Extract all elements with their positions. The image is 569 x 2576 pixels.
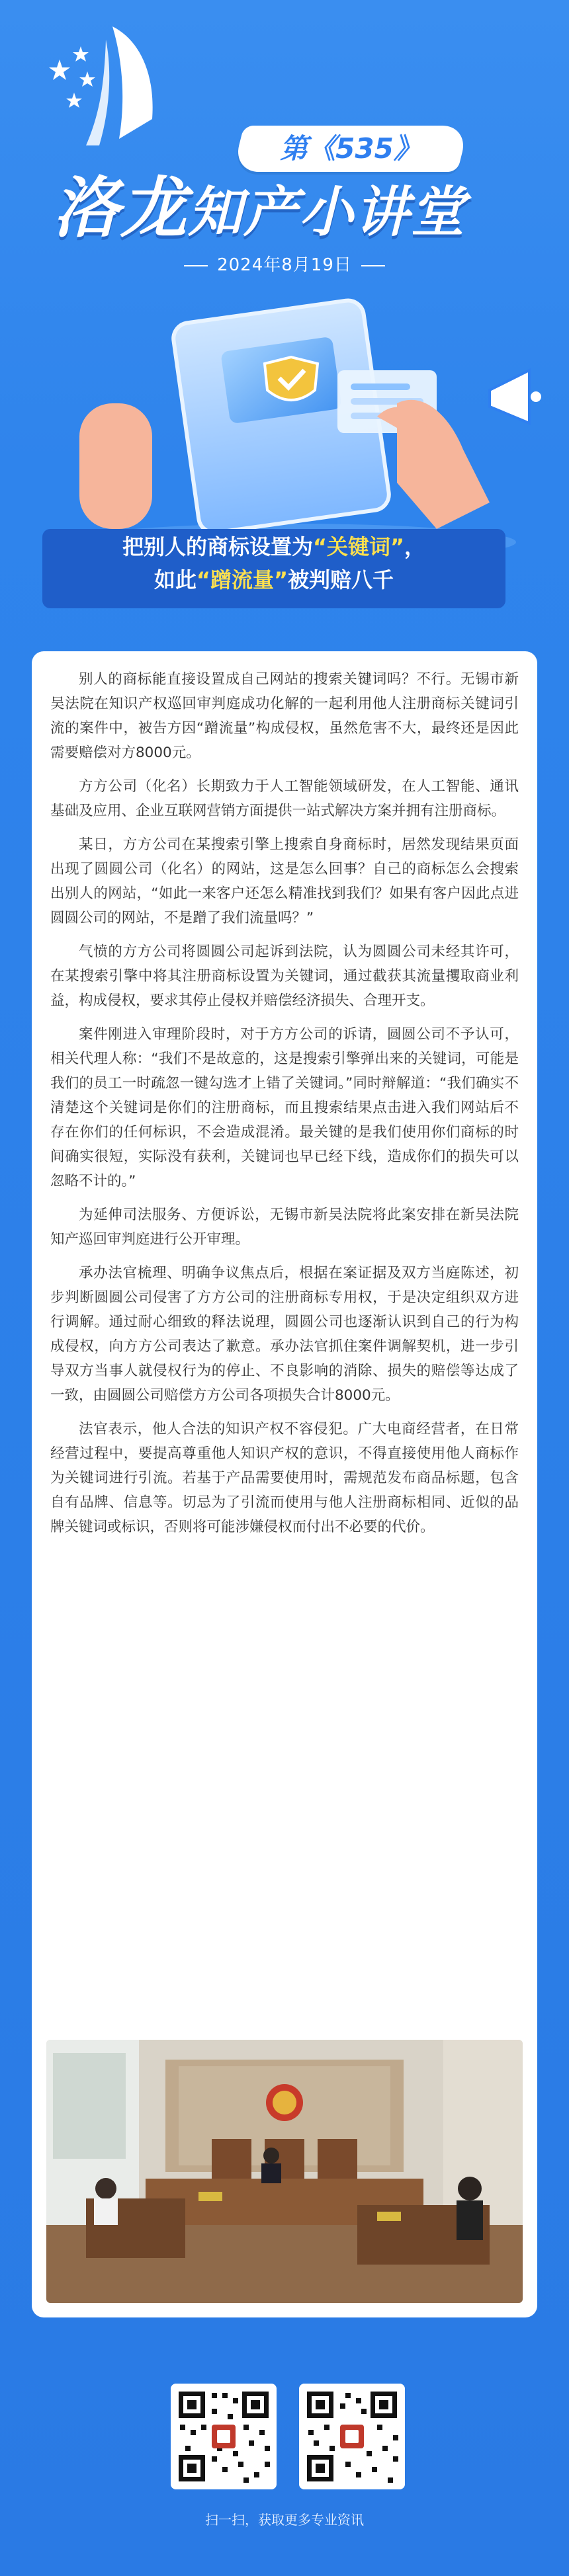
headline-keyword-highlight: “关键词” — [312, 534, 405, 559]
article-card — [32, 651, 537, 2317]
paragraph: 承办法官梳理、明确争议焦点后，根据在案证据及双方当庭陈述，初步判断圆圆公司侵害了方方公司的注册商标专用权，于是决定组织双方进行调解。通过耐心细致的释法说理，圆圆公司也逐渐认识到自己的行为构成侵权，向方方公司表达了歉意。承办法官抓住案件调解契机，进一步引导双方当事人就侵权行为的停止、不良影响的消除、损失的赔偿等达成了一致，由圆圆公司赔偿方方公司各项损失合计8000元。 — [50, 1265, 519, 1404]
paragraph: 法官表示，他人合法的知识产权不容侵犯。广大电商经营者，在日常经营过程中，要提高尊重他人知识产权的意识，不得直接使用他人商标作为关键词进行引流。若基于产品需要使用时，需规范发布商品标题，包含自有品牌、信息等。切忌为了引流而使用与他人注册商标相同、近似的品牌关键词或标识，否则将可能涉嫌侵权而付出不必要的代价。 — [50, 1421, 519, 1535]
headline-line-1-suffix: ， — [404, 534, 426, 559]
scan-hint: 扫一扫，获取更多专业资讯 — [205, 2512, 364, 2528]
paragraph: 别人的商标能直接设置成自己网站的搜索关键词吗？不行。无锡市新吴法院在知识产权巡回审判庭成功化解的一起利用他人注册商标关键词引流的案件中，被告方因“蹭流量”构成侵权，虽然危害不大，最终还是因此需要赔偿对方8000元。 — [50, 671, 519, 761]
headline-line-2-suffix: 被判赔八千 — [288, 567, 394, 592]
headline-line-1-prefix: 把别人的商标设置为 — [122, 534, 313, 559]
brand-title-main: 洛龙 — [53, 169, 188, 247]
paragraph: 案件刚进入审理阶段时，对于方方公司的诉请，圆圆公司不予认可，相关代理人称：“我们不是故意的，这是搜索引擎弹出来的关键词，可能是我们的员工一时疏忽一键勾选才上错了关键词。”同时辩解道：“我们确实不清楚这个关键词是你们的注册商标，而且搜索结果点击进入我们网站后不存在你们的任何标识，不会造成混淆。最关键的是我们使用你们商标的时间确实很短，实际没有获利，关键词也早已经下线，造成你们的损失可以忽略不计的。” — [50, 1026, 519, 1189]
phone-keyword-illustration — [26, 284, 556, 562]
courtroom-photo — [46, 2040, 523, 2303]
publish-date: 2024年8月19日 — [0, 251, 569, 276]
brand-title — [53, 169, 556, 248]
qr-code-wechat[interactable] — [171, 2384, 277, 2489]
paragraph: 某日，方方公司在某搜索引擎上搜索自身商标时，居然发现结果页面出现了圆圆公司（化名）的网站，这是怎么回事？自己的商标怎么会搜索出别人的网站，“如此一来客户还怎么精准找到我们？如果有客户因此点进圆圆公司的网站，不是蹭了我们流量吗？” — [50, 836, 519, 926]
paragraph: 为延伸司法服务、方便诉讼，无锡市新吴法院将此案安排在新吴法院知产巡回审判庭进行公开审理。 — [50, 1207, 519, 1248]
issue-number: 第《535》 — [280, 132, 421, 165]
brand-title-sub: 知产小讲堂 — [188, 181, 466, 244]
article-headline — [42, 530, 505, 596]
headline-line-2-prefix: 如此 — [153, 567, 197, 592]
headline-line-2 — [42, 563, 505, 596]
article-body — [32, 651, 537, 1539]
paragraph: 气愤的方方公司将圆圆公司起诉到法院，认为圆圆公司未经其许可，在某搜索引擎中将其注册商标设置为关键词，通过截获其流量攫取商业利益，构成侵权，要求其停止侵权并赔偿经济损失、合理开支。 — [50, 944, 519, 1009]
qr-code-official-account[interactable] — [299, 2384, 405, 2489]
headline-traffic-highlight: “蹭流量” — [196, 567, 288, 592]
court-emblem-logo — [40, 20, 185, 152]
header-section — [0, 0, 569, 582]
paragraph: 方方公司（化名）长期致力于人工智能领域研发，在人工智能、通讯基础及应用、企业互联网营销方面提供一站式解决方案并拥有注册商标。 — [50, 778, 519, 819]
headline-line-1 — [42, 530, 505, 563]
